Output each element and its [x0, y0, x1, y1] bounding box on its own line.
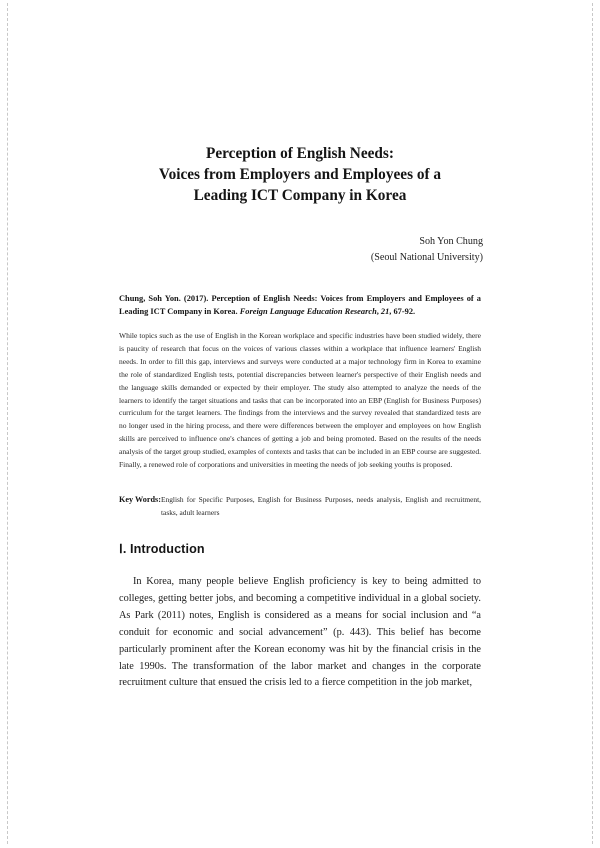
citation-title: Perception of English Needs: Voices from Employers and Employees of a Leading ICT Company in Korea. [119, 294, 481, 317]
keywords-block: Key Words: English for Specific Purposes, English for Business Purposes, needs analysis, English and recruitment, tasks, adult learners [119, 494, 481, 519]
title-line-3: Leading ICT Company in Korea [193, 187, 407, 204]
author-block [371, 234, 483, 266]
citation-journal: Foreign Language Education Research [239, 307, 377, 317]
keywords-text: English for Specific Purposes, English for Business Purposes, needs analysis, English and recruitment, tasks, adult learners [161, 495, 481, 517]
body-paragraph: In Korea, many people believe English proficiency is key to being admitted to colleges, getting better jobs, and becoming a competitive individual in a global society. As Park (2011) notes, English is considered as a means for social inclusion and “a conduit for economic and social advancement” (p. 443). This belief has become particularly prominent after the Korean economy was hit by the financial crisis in the late 1990s. The transformation of the labor market and changes in the corporate recruitment culture that ensued the crisis led to a fierce competition in the job market, [119, 576, 481, 689]
paper-title [0, 143, 600, 206]
author-name: Soh Yon Chung [419, 236, 483, 247]
author-affiliation: (Seoul National University) [370, 252, 483, 263]
title-line-1: Perception of English Needs: [206, 145, 394, 162]
abstract: While topics such as the use of English in the Korean workplace and specific industries have been studied widely, there is paucity of research that focus on the voices of various classes within a workplace that influence learners' English needs. In order to fill this gap, interviews and surveys were conducted at a major technology firm in Korea to examine the role of standardized English tests, potential discrepancies between learner's perspective of their English needs and the language skills demanded or expected by their employer. The study also attempted to analyze the needs of the learners to identify the target situations and tasks that can be incorporated into an EBP (English for Business Purposes) curriculum for the target learners. The findings from the interviews and the survey revealed that standardized tests are no longer used in the hiring process, and there were differences between the employer and employees on how English skills are perceived to influence one's chances of getting a job and being promoted. Based on the results of the needs analysis of the target group studied, examples of contexts and tasks that can be included in an EBP course are suggested. Finally, a renewed role of corporations and universities in meeting the needs of job seeking youths is proposed. [119, 331, 481, 470]
citation-pages: 67-92. [393, 307, 416, 317]
title-line-2: Voices from Employers and Employees of a [158, 166, 442, 183]
citation-volume: 21 [380, 307, 390, 317]
keywords-label: Key Words [119, 495, 159, 504]
citation-authors-year: Chung, Soh Yon. (2017). [119, 294, 209, 303]
citation: Chung, Soh Yon. (2017). Perception of English Needs: Voices from Employers and Employees of a Leading ICT Company in Korea. Foreign Language Education Research, 21, 67-92. [119, 294, 481, 317]
section-heading: Ⅰ. Introduction [119, 542, 205, 556]
